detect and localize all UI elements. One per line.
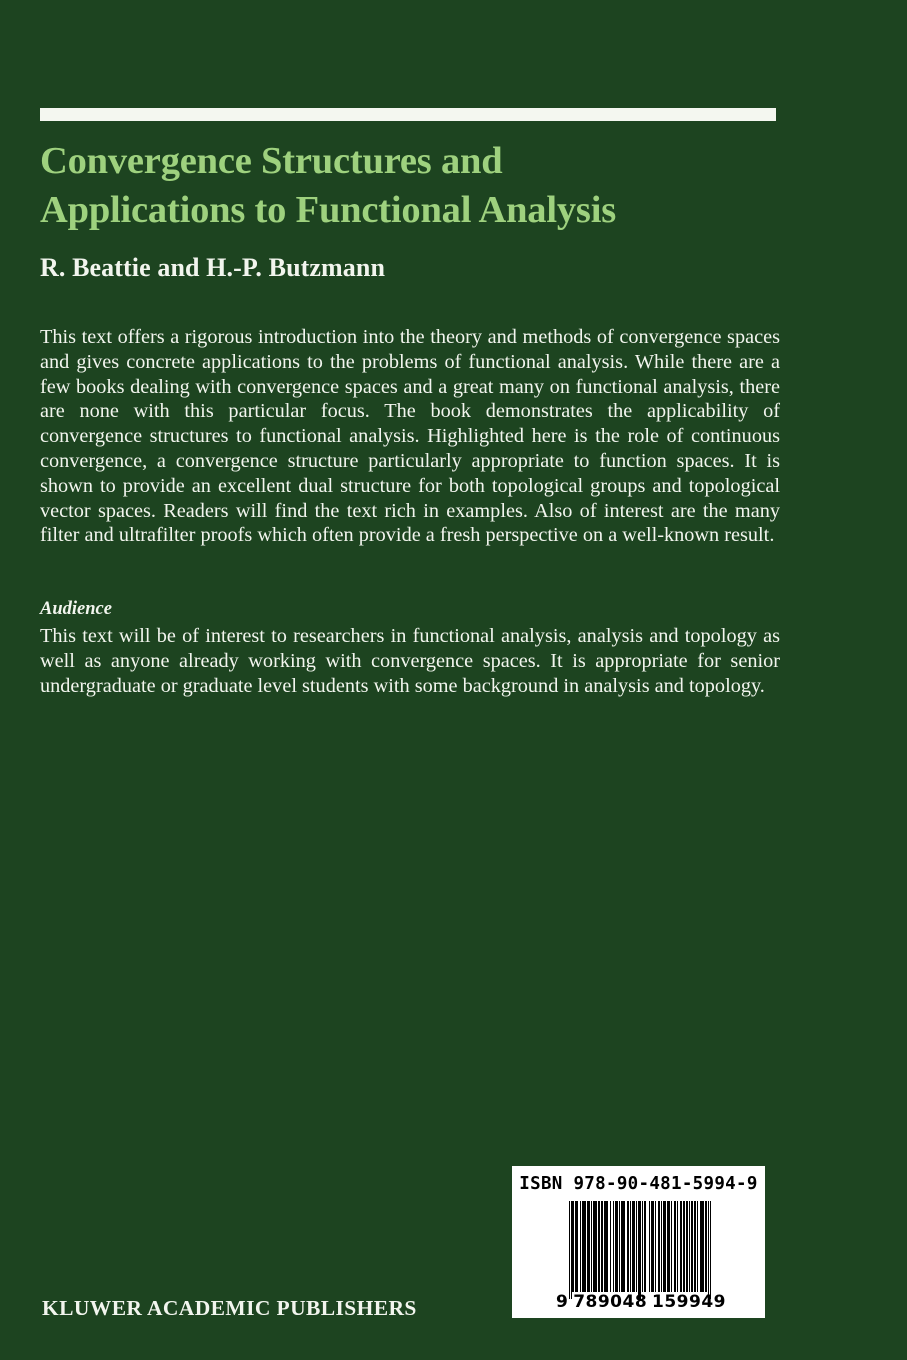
isbn-label: ISBN 978-90-481-5994-9 — [519, 1174, 758, 1194]
barcode-module — [710, 1201, 711, 1299]
barcode-bars — [569, 1201, 712, 1292]
barcode-digit-group-left: 9 — [556, 1292, 569, 1312]
audience-section — [40, 598, 780, 698]
barcode-digits — [556, 1292, 726, 1312]
audience-paragraph: This text will be of interest to researchers in functional analysis, analysis and topology as well as anyone already working with convergence spaces. It is appropriate for senior undergraduate or graduate level students with some background in analysis and topology. — [40, 625, 780, 697]
publisher-name: KLUWER ACADEMIC PUBLISHERS — [42, 1296, 417, 1320]
isbn-barcode-panel — [512, 1166, 765, 1318]
book-authors: R. Beattie and H.-P. Butzmann — [40, 253, 386, 282]
book-blurb — [40, 325, 780, 548]
title-line-2: Applications to Functional Analysis — [40, 189, 616, 231]
top-rule-divider — [40, 108, 776, 121]
barcode-digit-group-right: 159949 — [652, 1292, 726, 1312]
barcode-digit-group-mid: 789048 — [573, 1292, 648, 1312]
title-line-1: Convergence Structures and — [40, 140, 503, 182]
blurb-paragraph: This text offers a rigorous introduction into the theory and methods of convergence spaces and gives concrete applications to the problems of functional analysis. While there are a few books dealing with convergence spaces and a great many on functional analysis, there are none with this particular focus. The book demonstrates the applicability of convergence structures to functional analysis. Highlighted here is the role of continuous convergence, a convergence structure particularly appropriate to function spaces. It is shown to provide an excellent dual structure for both topological groups and topological vector spaces. Readers will find the text rich in examples. Also of interest are the many filter and ultrafilter proofs which often provide a fresh perspective on a well-known result. — [40, 326, 780, 547]
audience-body — [40, 624, 780, 698]
book-title — [40, 137, 800, 235]
audience-heading: Audience — [40, 599, 112, 619]
